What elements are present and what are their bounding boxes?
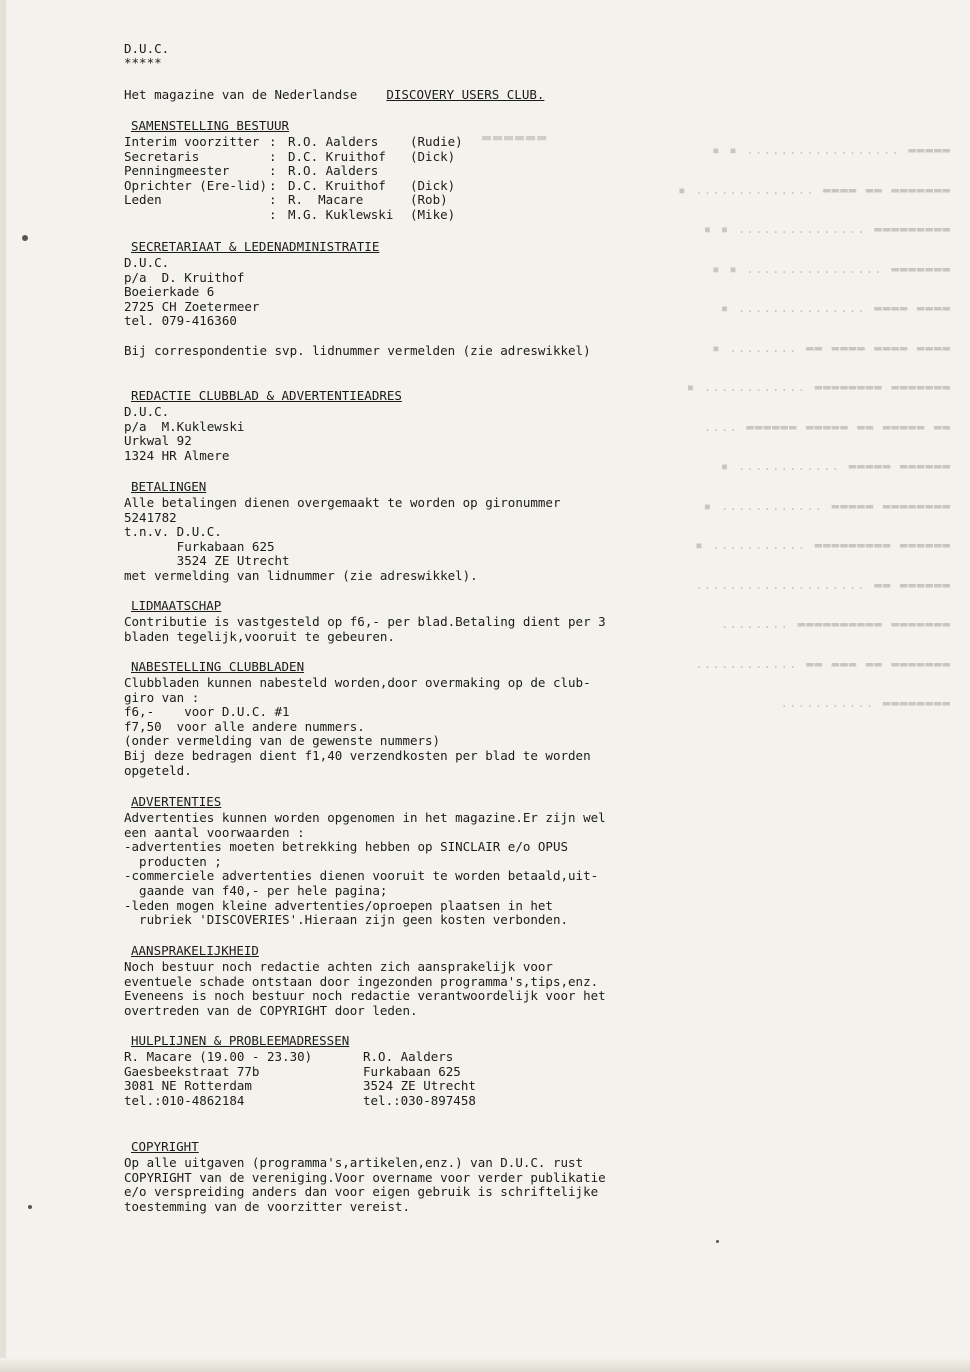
text-line: Furkabaan 625 (124, 538, 275, 554)
bestuur-role: Penningmeester (124, 163, 230, 179)
bestuur-name: D.C. Kruithof (288, 177, 386, 193)
bestuur-separator: : (269, 163, 277, 179)
text-line: met vermelding van lidnummer (zie adreswikkel). (124, 567, 478, 583)
text-line: Noch bestuur noch redactie achten zich aansprakelijk voor (124, 959, 553, 974)
header-tagline (124, 88, 544, 103)
bestuur-separator: : (269, 192, 277, 208)
text-line: f7,50 voor alle andere nummers. (124, 718, 365, 734)
text-line: R. Macare (19.00 - 23.30) (124, 1049, 313, 1064)
text-line: COPYRIGHT van de vereniging.Voor overname voor verder publikatie (124, 1169, 606, 1185)
text-line: -commerciele advertenties dienen vooruit te worden betaald,uit- (124, 868, 599, 884)
copyright-heading: COPYRIGHT (131, 1139, 199, 1154)
text-line: Boeierkade 6 (124, 284, 215, 300)
text-line: Furkabaan 625 (363, 1063, 461, 1079)
lidmaatschap-heading: LIDMAATSCHAP (131, 598, 222, 613)
text-line: 2725 CH Zoetermeer (124, 298, 260, 314)
text-line: Contributie is vastgesteld op f6,- per blad.Betaling dient per 3 (124, 614, 606, 629)
text-line: tel. 079-416360 (124, 313, 237, 329)
show-through-lines: ▬▬▬▬▬ .................. ▪ ▪ ▬▬▬▬▬▬▬ ▬▬ ▬▬▬▬ .............. ▪ ▬▬▬▬▬▬▬▬▬ ............... ▪ ▪ ▬▬▬▬▬▬▬ ................ ▪ ▪ ▬▬▬▬ ▬▬▬▬ ............... ▪ ▬▬▬▬ ▬▬▬▬ ▬▬▬▬ ▬▬ ........ ▪ ▬▬▬▬▬▬▬ ▬▬▬▬▬▬▬▬ ............ ▪ ▬▬ ▬▬▬▬▬ ▬▬ ▬▬▬▬▬ ▬▬▬▬▬▬ .... ▬▬▬▬▬▬ ▬▬▬▬▬ ............ ▪ ▬▬▬▬▬▬▬▬ ▬▬▬▬▬ ............ ▪ ▬▬▬▬▬▬ ▬▬▬▬▬▬▬▬▬ ........... ▪ ▬▬▬▬▬▬ ▬▬ .................... ▬▬▬▬▬▬▬ ▬▬▬▬▬▬▬▬▬▬ ........ ▬▬▬▬▬▬▬ ▬▬ ▬▬▬ ▬▬ ............ ▬▬▬▬▬▬▬▬ ........... (677, 142, 950, 710)
text-line: rubriek 'DISCOVERIES'.Hieraan zijn geen kosten verbonden. (124, 912, 569, 928)
text-line: t.n.v. D.U.C. (124, 524, 222, 540)
bestuur-nickname: (Dick) (410, 148, 456, 164)
bestuur-separator: : (269, 177, 277, 193)
bestuur-name: M.G. Kuklewski (288, 206, 394, 222)
bestuur-separator: : (269, 206, 277, 222)
bestuur-name: R. Macare (288, 192, 364, 208)
text-line: giro van : (124, 689, 200, 705)
text-line: 5241782 (124, 509, 177, 525)
text-line: Urkwal 92 (124, 433, 192, 449)
text-line: toestemming van de voorzitter vereist. (124, 1198, 410, 1214)
text-line: 3081 NE Rotterdam (124, 1078, 252, 1094)
bestuur-separator: : (269, 148, 277, 164)
secretariaat-note: Bij correspondentie svp. lidnummer vermelden (zie adreswikkel) (124, 343, 591, 358)
text-line: e/o verspreiding anders dan voor eigen gebruik is schriftelijke (124, 1184, 599, 1200)
text-line: Op alle uitgaven (programma's,artikelen,enz.) van D.U.C. rust (124, 1155, 584, 1170)
text-line: Clubbladen kunnen nabesteld worden,door overmaking op de club- (124, 675, 591, 690)
bestuur-name: R.O. Aalders (288, 163, 379, 179)
hulplijnen-right-address (363, 1050, 476, 1108)
text-line: Eveneens is noch bestuur noch redactie verantwoordelijk voor het (124, 988, 606, 1004)
bestuur-role: Oprichter (Ere-lid) (124, 177, 267, 193)
punch-mark (22, 235, 28, 241)
bestuur-role: Interim voorzitter (124, 134, 260, 149)
text-line: bladen tegelijk,vooruit te gebeuren. (124, 628, 395, 644)
text-line: tel.:030-897458 (363, 1092, 476, 1108)
text-line: gaande van f40,- per hele pagina; (124, 882, 388, 898)
bestuur-heading: SAMENSTELLING BESTUUR (131, 118, 290, 133)
text-line: overtreden van de COPYRIGHT door leden. (124, 1002, 418, 1018)
text-line: Alle betalingen dienen overgemaakt te worden op gironummer (124, 495, 561, 510)
header-club: D.U.C. (124, 41, 170, 56)
bestuur-nickname: (Rudie) (410, 134, 463, 149)
text-line: f6,- voor D.U.C. #1 (124, 704, 290, 720)
text-line: -leden mogen kleine advertenties/oproepen plaatsen in het (124, 897, 553, 913)
nabestelling-text (124, 676, 591, 778)
text-line: producten ; (124, 853, 222, 869)
text-line: (onder vermelding van de gewenste nummers) (124, 733, 441, 749)
copyright-text (124, 1156, 606, 1214)
bestuur-role: Secretaris (124, 148, 200, 164)
header-stars: ***** (124, 55, 162, 70)
tagline-text: Het magazine van de Nederlandse (124, 87, 358, 102)
hulplijnen-heading: HULPLIJNEN & PROBLEEMADRESSEN (131, 1033, 350, 1048)
bestuur-name: R.O. Aalders (288, 134, 379, 149)
aansprakelijkheid-heading: AANSPRAKELIJKHEID (131, 943, 259, 958)
speck (28, 1205, 32, 1209)
text-line: 3524 ZE Utrecht (363, 1078, 476, 1094)
betalingen-text (124, 496, 561, 584)
club-name: DISCOVERY USERS CLUB. (386, 87, 545, 102)
show-through-title: ▬▬▬▬▬▬ (480, 128, 547, 146)
text-line: Advertenties kunnen worden opgenomen in het magazine.Er zijn wel (124, 810, 606, 825)
bestuur-name: D.C. Kruithof (288, 148, 386, 164)
bestuur-nickname: (Mike) (410, 206, 456, 222)
speck (716, 1240, 719, 1243)
advertenties-text (124, 811, 606, 928)
text-line: D.U.C. (124, 404, 170, 419)
redactie-address (124, 405, 244, 463)
bestuur-role: Leden (124, 192, 162, 208)
nabestelling-heading: NABESTELLING CLUBBLADEN (131, 659, 305, 674)
secretariaat-address (124, 256, 259, 329)
paper-bottom-edge (0, 1358, 970, 1372)
aansprakelijkheid-text (124, 960, 606, 1018)
bestuur-nickname: (Rob) (410, 192, 448, 208)
text-line: D.U.C. (124, 255, 170, 270)
betalingen-heading: BETALINGEN (131, 479, 207, 494)
secretariaat-heading: SECRETARIAAT & LEDENADMINISTRATIE (131, 239, 380, 254)
text-line: p/a M.Kuklewski (124, 418, 245, 434)
text-line: 3524 ZE Utrecht (124, 553, 290, 569)
text-line: 1324 HR Almere (124, 447, 230, 463)
text-line: -advertenties moeten betrekking hebben op SINCLAIR e/o OPUS (124, 839, 569, 855)
text-line: Gaesbeekstraat 77b (124, 1063, 260, 1079)
text-line: eventuele schade ontstaan door ingezonden programma's,tips,enz. (124, 973, 599, 989)
bestuur-separator: : (269, 134, 277, 149)
text-line: Bij deze bedragen dient f1,40 verzendkosten per blad te worden (124, 747, 591, 763)
paper-edge (0, 0, 6, 1372)
text-line: opgeteld. (124, 762, 192, 778)
text-line: p/a D. Kruithof (124, 269, 245, 285)
hulplijnen-left-address (124, 1050, 312, 1108)
lidmaatschap-text (124, 615, 606, 644)
text-line: tel.:010-4862184 (124, 1092, 245, 1108)
redactie-heading: REDACTIE CLUBBLAD & ADVERTENTIEADRES (131, 388, 402, 403)
advertenties-heading: ADVERTENTIES (131, 794, 222, 809)
text-line: een aantal voorwaarden : (124, 824, 305, 840)
text-line: R.O. Aalders (363, 1049, 454, 1064)
bestuur-nickname: (Dick) (410, 177, 456, 193)
